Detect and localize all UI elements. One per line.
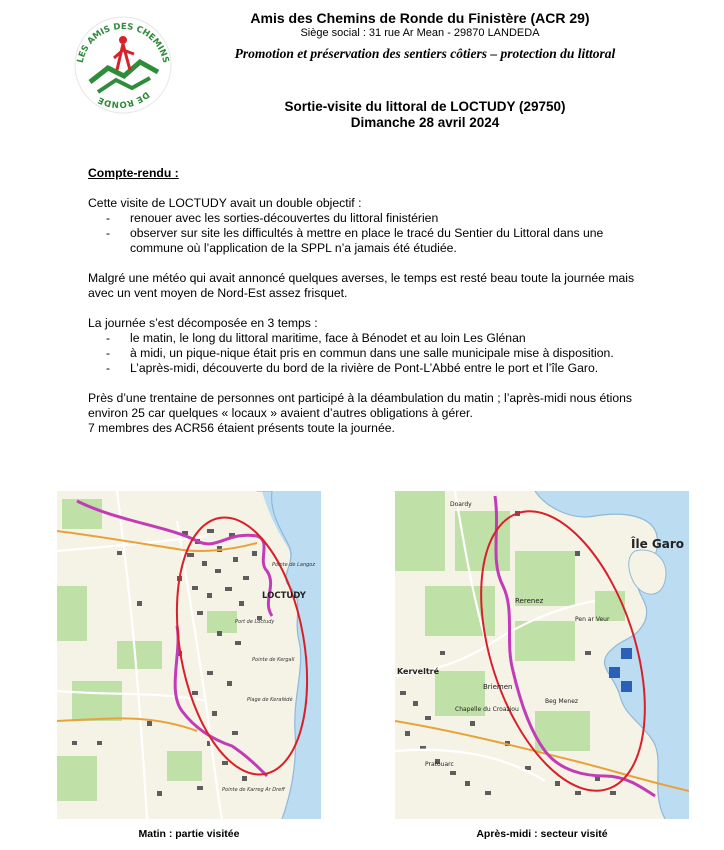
map-label: Beg Menez <box>545 698 579 705</box>
list-item: - à midi, un pique-nique était pris en commun dans une salle municipale mise à disposition. <box>88 346 648 361</box>
map-label: Pointe de Langoz <box>272 562 315 568</box>
caption-afternoon: Après-midi : secteur visité <box>476 828 608 840</box>
list-item: - renouer avec les sorties-découvertes du littoral finistérien <box>88 211 648 226</box>
report-heading: Compte-rendu : <box>88 166 179 180</box>
report-body <box>88 166 648 436</box>
map-label: Kerveltré <box>397 667 440 676</box>
header-tagline: Promotion et préservation des sentiers côtiers – protection du littoral <box>234 46 616 61</box>
paragraph-members: 7 membres des ACR56 étaient présents toute la journée. <box>88 421 395 435</box>
map-afternoon-graphic <box>395 491 689 819</box>
map-label: Pointe de Karreg Ar Dreff <box>222 787 285 793</box>
map-label: Pratouarc <box>425 761 454 768</box>
header-title: Amis des Chemins de Ronde du Finistère (ACR 29) <box>250 10 590 26</box>
paragraph-schedule-intro: La journée s’est décomposée en 3 temps : <box>88 316 318 330</box>
paragraph-objectives-intro: Cette visite de LOCTUDY avait un double objectif : <box>88 196 362 210</box>
objectives-list <box>88 211 648 256</box>
list-item: - le matin, le long du littoral maritime, face à Bénodet et au loin Les Glénan <box>88 331 648 346</box>
map-afternoon <box>395 491 689 819</box>
event-title <box>185 99 665 131</box>
acr-logo-graphic <box>68 10 178 118</box>
map-label-town: LOCTUDY <box>262 591 306 601</box>
map-label: Pointe de Kergall <box>252 657 295 663</box>
event-date: Dimanche 28 avril 2024 <box>350 115 500 130</box>
map-label: Chapelle du Croaziou <box>455 706 519 713</box>
logo-text-bottom: DE RONDE <box>96 88 151 110</box>
paragraph-weather: Malgré une météo qui avait annoncé quelques averses, le temps est resté beau toute la journée mais avec un vent moyen de Nord-Est assez frisquet. <box>88 271 635 300</box>
list-item: - observer sur site les difficultés à mettre en place le tracé du Sentier du Littoral dans une commune où l’application de la SPPL n’a jamais été étudiée. <box>88 226 648 256</box>
map-label: Pen ar Veur <box>575 616 610 623</box>
schedule-list <box>88 331 648 376</box>
caption-morning: Matin : partie visitée <box>138 828 240 840</box>
map-label: Briemen <box>483 683 513 691</box>
logo-hiker-head <box>119 36 127 44</box>
map-label: Plage de Kerafédé <box>247 697 293 703</box>
map-label-ile-garo: Île Garo <box>631 537 685 551</box>
acr-logo <box>68 10 178 118</box>
event-title-line1: Sortie-visite du littoral de LOCTUDY (29750) <box>284 99 566 114</box>
list-item: - L’après-midi, découverte du bord de la rivière de Pont-L’Abbé entre le port et l’île Garo. <box>88 361 648 376</box>
map-label: Port de Loctudy <box>235 619 275 625</box>
map-label: Doardy <box>450 501 472 508</box>
logo-text-top: LES AMIS DES CHEMINS <box>75 21 171 64</box>
paragraph-attendance: Près d’une trentaine de personnes ont participé à la déambulation du matin ; l’après-midi nous étions environ 25 car quelques « locaux » avaient d’autres obligations à gérer. <box>88 391 633 420</box>
map-morning <box>57 491 321 819</box>
header-address: Siège social : 31 rue Ar Mean - 29870 LANDEDA <box>300 27 540 39</box>
map-morning-graphic <box>57 491 321 819</box>
map-label: Rerenez <box>515 597 544 605</box>
